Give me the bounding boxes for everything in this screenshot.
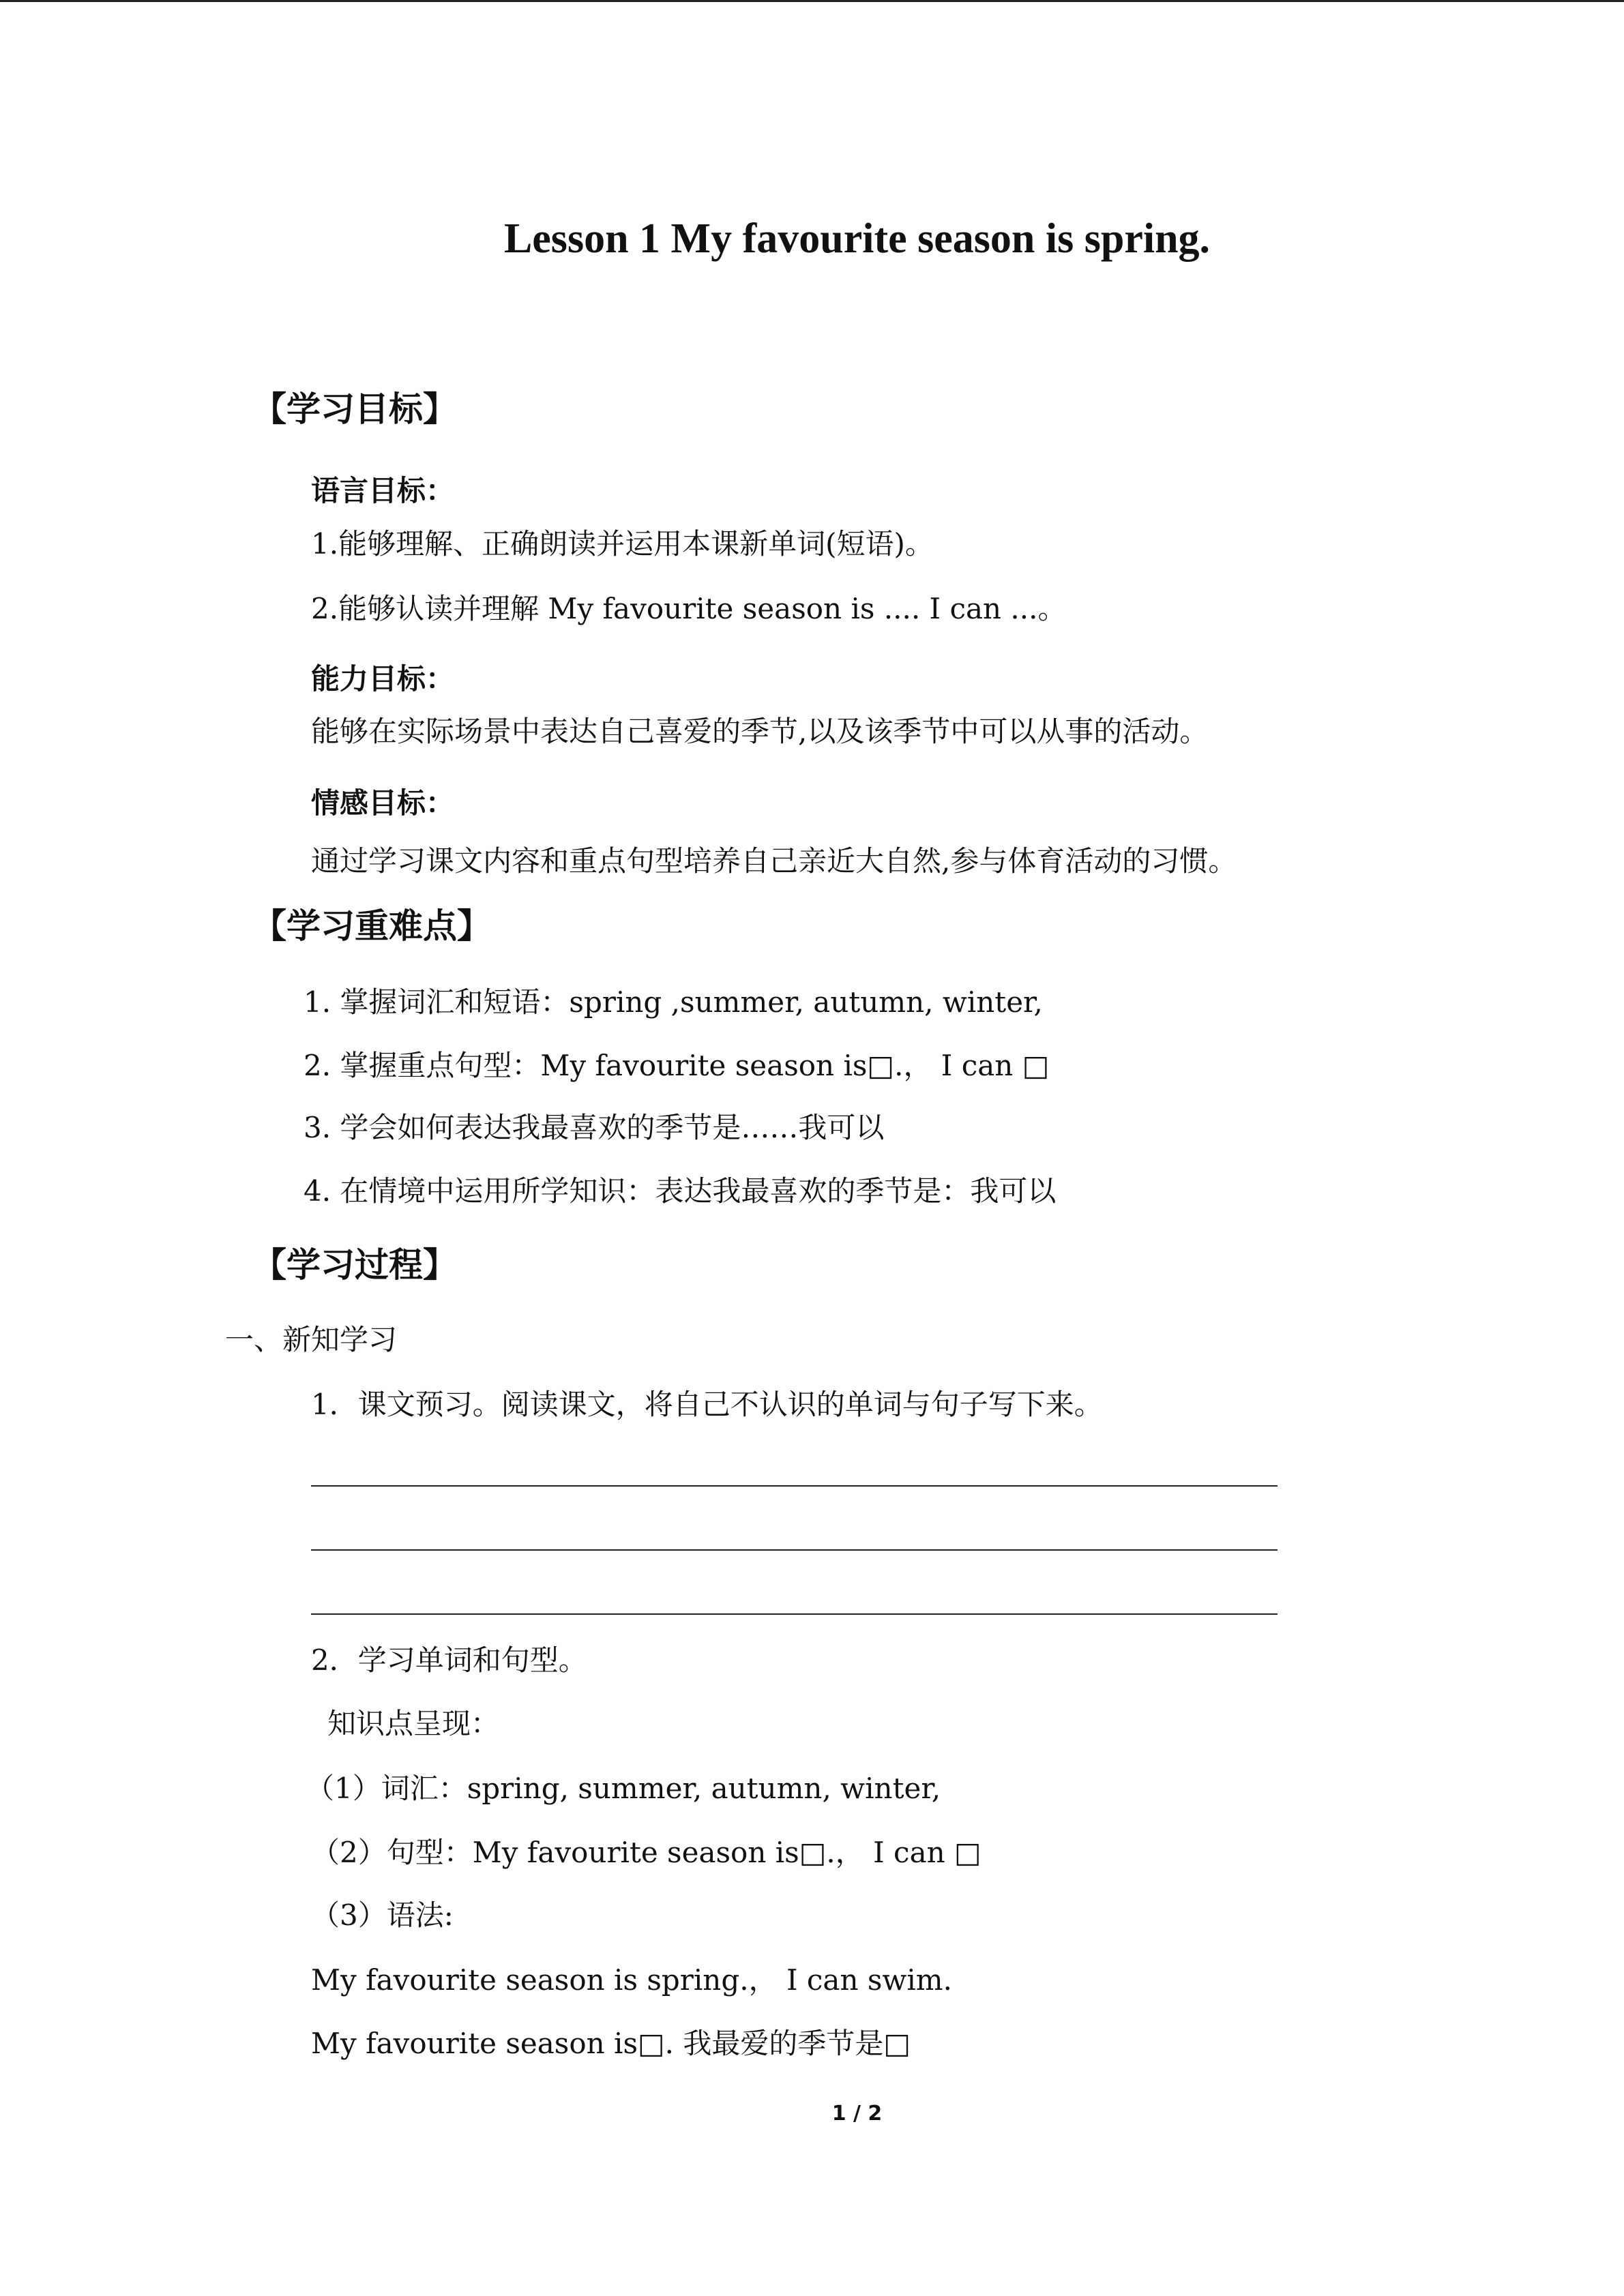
section-heading-keypoints: 【学习重难点】 xyxy=(252,906,491,946)
grammar-label: （3）语法: xyxy=(311,1898,454,1932)
grammar-example-2: My favourite season is□. 我最爱的季节是□ xyxy=(311,2027,911,2060)
process-step-2: 2．学习单词和句型。 xyxy=(311,1643,587,1677)
page-number: 1 / 2 xyxy=(831,2102,883,2126)
page-top-border xyxy=(0,0,1624,2)
answer-line xyxy=(311,1485,1278,1487)
keypoint-item: 2. 掌握重点句型：My favourite season is□.， I can □ xyxy=(304,1049,1050,1082)
vocab-item: （1）词汇：spring, summer, autumn, winter, xyxy=(306,1772,941,1805)
grammar-example-1: My favourite season is spring.， I can swim. xyxy=(311,1963,952,1997)
language-goal-item-1: 1.能够理解、正确朗读并运用本课新单词(短语)。 xyxy=(311,527,934,561)
section-heading-process: 【学习过程】 xyxy=(252,1245,457,1285)
emotion-goal-text: 通过学习课文内容和重点句型培养自己亲近大自然,参与体育活动的习惯。 xyxy=(311,844,1237,878)
keypoint-item: 3. 学会如何表达我最喜欢的季节是……我可以 xyxy=(304,1111,885,1144)
pattern-item: （2）句型：My favourite season is□.， I can □ xyxy=(311,1836,981,1869)
keypoint-item: 4. 在情境中运用所学知识：表达我最喜欢的季节是：我可以 xyxy=(304,1174,1057,1208)
process-part-1-heading: 一、新知学习 xyxy=(225,1323,398,1356)
language-goal-label: 语言目标： xyxy=(311,474,455,507)
answer-line xyxy=(311,1613,1278,1615)
keypoint-item: 1. 掌握词汇和短语：spring ,summer, autumn, winter, xyxy=(304,985,1043,1019)
language-goal-item-2: 2.能够认读并理解 My favourite season is .... I can ...。 xyxy=(311,592,1067,625)
ability-goal-label: 能力目标： xyxy=(311,662,455,696)
knowledge-label: 知识点呈现： xyxy=(327,1707,500,1740)
document-title: Lesson 1 My favourite season is spring. xyxy=(503,215,1211,262)
section-heading-goals: 【学习目标】 xyxy=(252,389,457,429)
emotion-goal-label: 情感目标： xyxy=(311,786,455,820)
process-step-1: 1．课文预习。阅读课文，将自己不认识的单词与句子写下来。 xyxy=(311,1388,1103,1421)
answer-line xyxy=(311,1549,1278,1551)
ability-goal-text: 能够在实际场景中表达自己喜爱的季节,以及该季节中可以从事的活动。 xyxy=(311,715,1209,748)
